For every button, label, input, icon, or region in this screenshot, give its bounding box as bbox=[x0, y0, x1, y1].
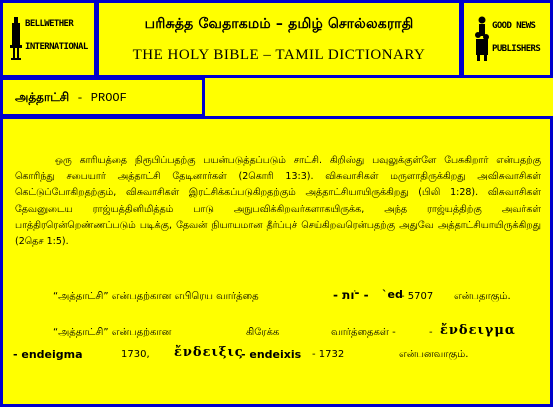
entry-word-box bbox=[0, 77, 205, 117]
good-news-line1: GOOD NEWS bbox=[492, 21, 536, 31]
good-news-crowd-icon bbox=[474, 15, 490, 63]
bellwether-line1: BELLWETHER bbox=[25, 19, 74, 29]
bellwether-line2: INTERNATIONAL bbox=[25, 42, 88, 52]
bellwether-sheep-icon bbox=[9, 15, 23, 61]
greek-number-1730: 1730, bbox=[121, 349, 150, 360]
bellwether-logo-panel bbox=[0, 0, 97, 78]
hebrew-translit: `ed bbox=[382, 288, 403, 301]
greek-intro: “அத்தாட்சி” என்பதற்கான bbox=[53, 327, 172, 338]
good-news-line2: PUBLISHERS bbox=[492, 44, 541, 54]
greek-word-endeixis: ἔνδειξις bbox=[174, 345, 244, 360]
bellwether-logo bbox=[9, 15, 88, 61]
hebrew-number: - 5707 bbox=[401, 291, 434, 302]
hebrew-outro: என்பதாகும். bbox=[454, 291, 511, 302]
greek-word-endeigma: ἔνδειγμα bbox=[440, 323, 516, 338]
greek-words-label: வார்த்தைகள் - bbox=[331, 327, 396, 338]
greek-number-1732: - 1732 bbox=[312, 349, 345, 360]
good-news-logo-panel bbox=[461, 0, 553, 78]
header-english-title: THE HOLY BIBLE – TAMIL DICTIONARY bbox=[132, 47, 426, 63]
greek-translit-endeixis: - endeixis bbox=[241, 348, 302, 361]
header-tamil-title: பரிசுத்த வேதாகமம் – தமிழ் சொல்லகராதி bbox=[144, 16, 414, 32]
definition-panel bbox=[0, 116, 553, 407]
entry-word bbox=[15, 90, 127, 106]
greek-outro: என்பனவாகும். bbox=[399, 349, 469, 360]
entry-word-english: PROOF bbox=[90, 91, 127, 105]
entry-word-separator: - bbox=[69, 91, 91, 105]
definition-paragraph: ஒரு காரியத்தை நிரூபிப்பதற்கு பயன்படுத்தப்படும் சாட்சி. கிறிஸ்து பவுலுக்குள்ளே பேசுகிறார் என்பதற்கு கொரிந்து சபையார் அத்தாட்சி தேடினார்கள் (2கொரி 13:3). விசுவாசிகள் மருளாதிருக்கிறது அவிசுவாசிகள் கெட்டுப்போகிறதற்கும், விசுவாசிகள் இரட்சிக்கப்படுகிறதற்கும் அத்தாட்சியாயிருக்கிறது (பிலி 1:28). விசுவாசிகள் தேவனுடைய ராஜ்யத்தினிமித்தம் பாடு அநுபவிக்கிறவர்களாகயிருக்க, அந்த ராஜ்யத்திற்கு அவர்கள் பாத்திரரென்றெண்ணப்படும் படிக்கு, தேவன் நியாயமான தீர்ப்புச் செய்கிறவரென்பதற்கு அதுவே அத்தாட்சியாயிருக்கிறது (2தெச 1:5). bbox=[15, 155, 541, 248]
dictionary-header bbox=[96, 0, 462, 78]
good-news-logo bbox=[474, 15, 540, 63]
greek-translit-endeigma: - endeigma bbox=[13, 348, 83, 361]
hebrew-word: - ־ֹות - bbox=[333, 288, 369, 302]
entry-word-tamil: அத்தாட்சி bbox=[15, 90, 70, 104]
greek-dash: - bbox=[429, 327, 433, 338]
hebrew-intro: “அத்தாட்சி” என்பதற்கான எபிரெய வார்த்தை bbox=[53, 291, 259, 302]
greek-label: கிரேக்க bbox=[246, 327, 280, 338]
